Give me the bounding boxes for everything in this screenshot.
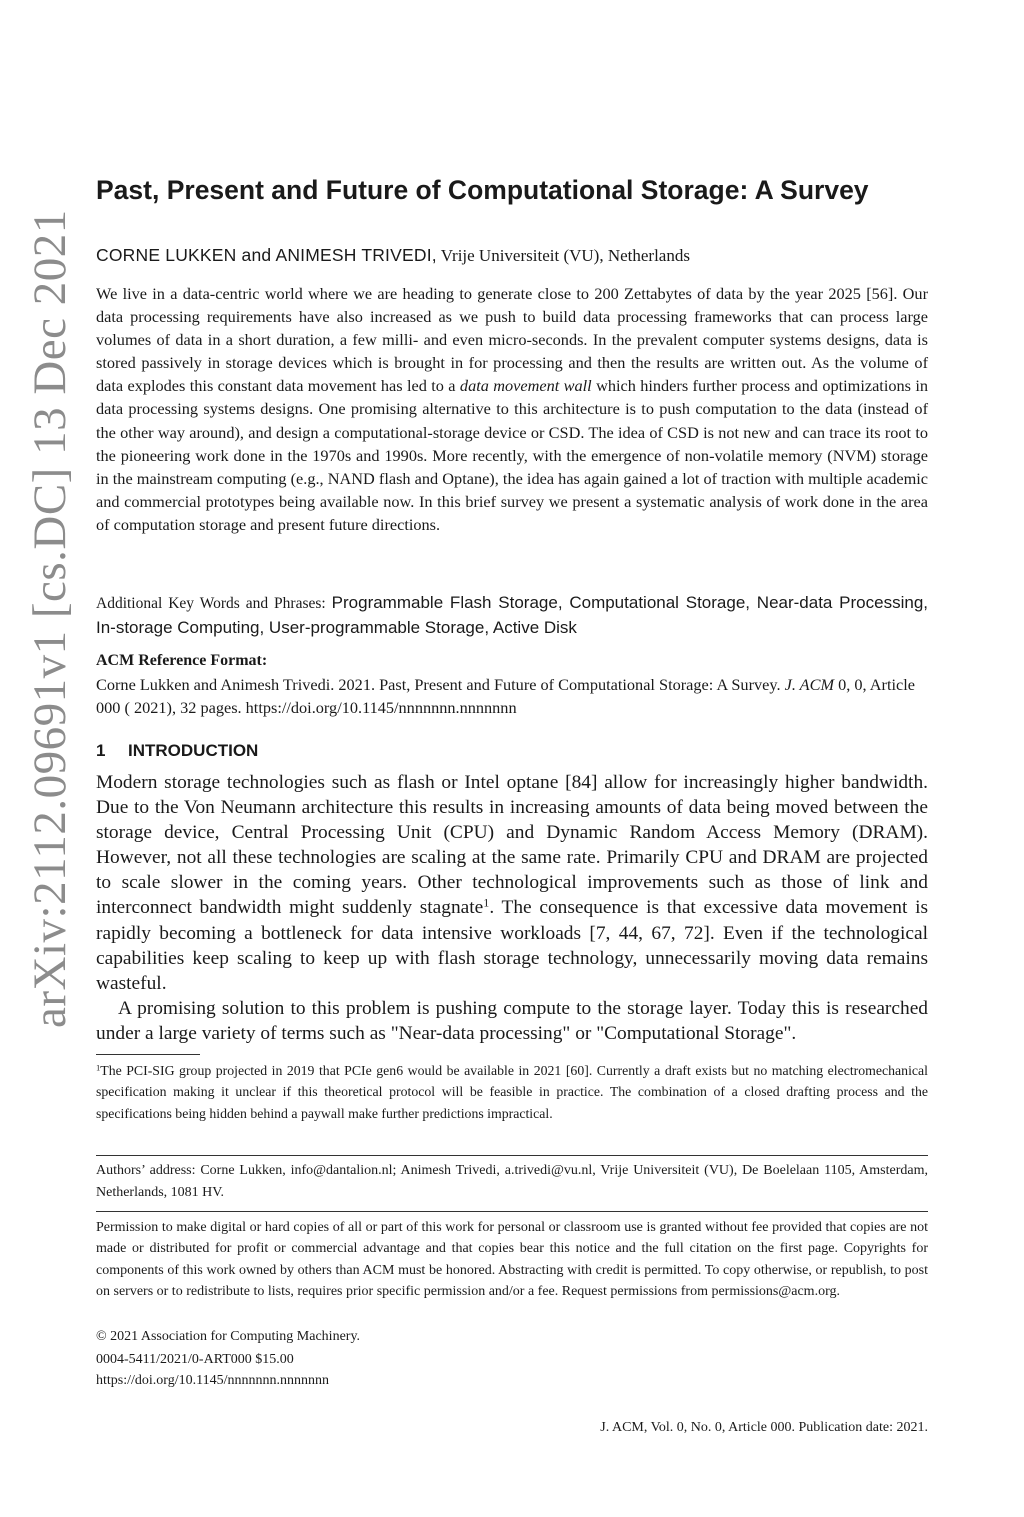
acm-reference-part2: 0, 0, Article 000 ( 2021), 32 pages. https://doi.org/10.1145/nnnnnnn.nnnnnnn (96, 675, 915, 717)
author-names: CORNE LUKKEN and ANIMESH TRIVEDI, (96, 245, 437, 265)
acm-reference-journal: J. ACM (784, 675, 835, 694)
acm-reference-heading: ACM Reference Format: (96, 652, 268, 669)
intro-paragraph-1 (96, 770, 928, 996)
author-affiliation: Vrije Universiteit (VU), Netherlands (436, 246, 690, 265)
acm-reference-part1: Corne Lukken and Animesh Trivedi. 2021. Past, Present and Future of Computational Storage: A Survey. (96, 675, 785, 694)
intro-p1-part1: Modern storage technologies such as flash or Intel optane [84] allow for increasingly higher bandwidth. Due to the Von Neumann architecture this results in increasing amounts of data being moved between the storage device, Central Processing Unit (CPU) and Dynamic Random Access Memory (DRAM). However, not all these technologies are scaling at the same rate. Primarily CPU and DRAM are projected to scale slower in the coming years. Other technological improvements such as those of link and interconnect bandwidth might suddenly stagnate (96, 772, 928, 919)
acm-reference (96, 673, 928, 719)
section-heading (96, 739, 928, 763)
authors-address: Authors’ address: Corne Lukken, info@dantalion.nl; Animesh Trivedi, a.trivedi@vu.nl, Vrije Universiteit (VU), De Boelelaan 1105, Amsterdam, Netherlands, 1081 HV. (96, 1163, 928, 1200)
section-number: 1 (96, 741, 106, 760)
arxiv-side-label: arXiv:2112.09691v1 [cs.DC] 13 Dec 2021 (24, 209, 76, 1028)
divider (96, 1211, 928, 1212)
author-line (96, 243, 928, 268)
permission-notice: Permission to make digital or hard copies of all or part of this work for personal or classroom use is granted without fee provided that copies are not made or distributed for profit or commercial advantage and that copies bear this notice and the full citation on the first page. Copyrights for components of this work owned by others than ACM must be honored. Abstracting with credit is permitted. To copy otherwise, or republish, to post on servers or to redistribute to lists, requires prior specific permission and/or a fee. Request permissions from permissions@acm.org. (96, 1220, 928, 1299)
issn-line: 0004-5411/2021/0-ART000 $15.00 (96, 1352, 294, 1367)
abstract-part1: We live in a data-centric world where we are heading to generate close to 200 Zettabytes of data by the year 2025 [56]. Our data processing requirements have also increased as we push to build data processing frameworks that can process large volumes of data in a short duration, a few milli- and even micro-seconds. In the prevalent computer systems designs, data is stored passively in storage devices which is brought in for processing and then the results are written out. As the volume of data explodes this constant data movement has led to a (96, 284, 928, 396)
section-title: INTRODUCTION (128, 741, 259, 760)
keywords (96, 591, 928, 641)
page-footer: J. ACM, Vol. 0, No. 0, Article 000. Publication date: 2021. (600, 1420, 928, 1435)
footnote-marker[interactable]: 1 (483, 895, 490, 910)
keywords-label: Additional Key Words and Phrases: (96, 595, 332, 612)
divider (96, 1155, 928, 1156)
footnote-mark: 1 (96, 1062, 101, 1073)
abstract-emphasis: data movement wall (459, 376, 592, 396)
abstract (96, 282, 928, 536)
keywords-text: Programmable Flash Storage, Computational Storage, Near-data Processing, In-storage Computing, User-programmable Storage, Active Disk (96, 593, 928, 637)
intro-p1-part2: . The consequence is that excessive data movement is rapidly becoming a bottleneck for data intensive workloads [7, 44, 67, 72]. Even if the technological capabilities keep scaling to keep up with flash storage technology, unnecessarily moving data remains wasteful. (96, 897, 929, 994)
abstract-part2: which hinders further process and optimizations in data processing systems designs. One promising alternative to this architecture is to push computation to the data (instead of the other way around), and design a computational-storage device or CSD. The idea of CSD is not new and can trace its root to the pioneering work done in the 1970s and 1990s. More recently, with the emergence of non-volatile memory (NVM) storage in the mainstream computing (e.g., NAND flash and Optane), the idea has again gained a lot of traction with multiple academic and commercial prototypes being available now. In this brief survey we present a systematic analysis of work done in the area of computation storage and present future directions. (96, 376, 929, 534)
copyright-line: © 2021 Association for Computing Machinery. (96, 1329, 361, 1344)
paper-title: Past, Present and Future of Computational Storage: A Survey (96, 175, 869, 205)
footnote-rule (96, 1054, 200, 1055)
intro-paragraph-2: A promising solution to this problem is pushing compute to the storage layer. Today this is researched under a large variety of terms such as "Near-data processing" or "Computational Storage". (96, 998, 928, 1045)
footnote (96, 1060, 928, 1124)
footnote-text: The PCI-SIG group projected in 2019 that PCIe gen6 would be available in 2021 [60]. Currently a draft exists but no matching electromechanical specification making it unclear if this theoretical protocol will be feasible in practice. The combination of a closed drafting process and the specifications being hidden behind a paywall make further predictions impractical. (96, 1063, 928, 1121)
doi-link[interactable]: https://doi.org/10.1145/nnnnnnn.nnnnnnn (96, 1373, 329, 1388)
